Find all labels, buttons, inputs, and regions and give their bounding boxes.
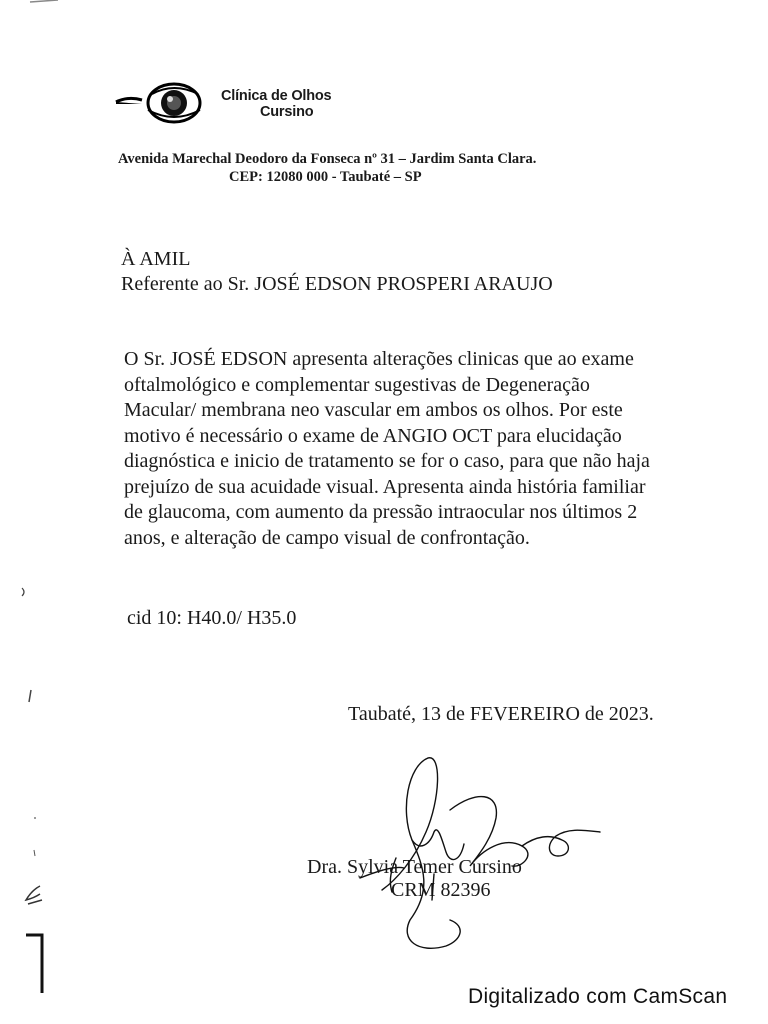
cid-code: cid 10: H40.0/ H35.0 xyxy=(127,607,297,629)
clinic-address-line1: Avenida Marechal Deodoro da Fonseca nº 31 – Jardim Santa Clara. xyxy=(118,151,537,167)
letter-body xyxy=(124,347,650,551)
doctor-name: Dra. Sylvia Temer Cursino xyxy=(307,856,522,878)
eye-logo-icon xyxy=(114,80,218,130)
place-date: Taubaté, 13 de FEVEREIRO de 2023. xyxy=(348,703,654,725)
body-line: anos, e alteração de campo visual de confrontação. xyxy=(124,526,530,549)
reference: Referente ao Sr. JOSÉ EDSON PROSPERI ARAUJO xyxy=(121,273,553,295)
recipient: À AMIL xyxy=(121,248,191,270)
body-line: motivo é necessário o exame de ANGIO OCT para elucidação xyxy=(124,424,622,447)
body-line: de glaucoma, com aumento da pressão intraocular nos últimos 2 xyxy=(124,501,638,523)
body-line: Macular/ membrana neo vascular em ambos os olhos. Por este xyxy=(124,399,623,421)
clinic-name-line2: Cursino xyxy=(260,104,314,120)
body-line: prejuízo de sua acuidade visual. Apresenta ainda história familiar xyxy=(124,475,646,498)
body-line: O Sr. JOSÉ EDSON apresenta alterações clinicas que ao exame xyxy=(124,348,634,370)
body-line: diagnóstica e inicio de tratamento se for o caso, para que não haja xyxy=(124,450,650,472)
body-line: oftalmológico e complementar sugestivas de Degeneração xyxy=(124,373,590,396)
doctor-crm: CRM 82396 xyxy=(391,879,491,901)
scan-watermark: Digitalizado com CamScan xyxy=(468,985,728,1008)
clinic-address-line2: CEP: 12080 000 - Taubaté – SP xyxy=(229,169,422,185)
clinic-name-line1: Clínica de Olhos xyxy=(221,88,332,104)
